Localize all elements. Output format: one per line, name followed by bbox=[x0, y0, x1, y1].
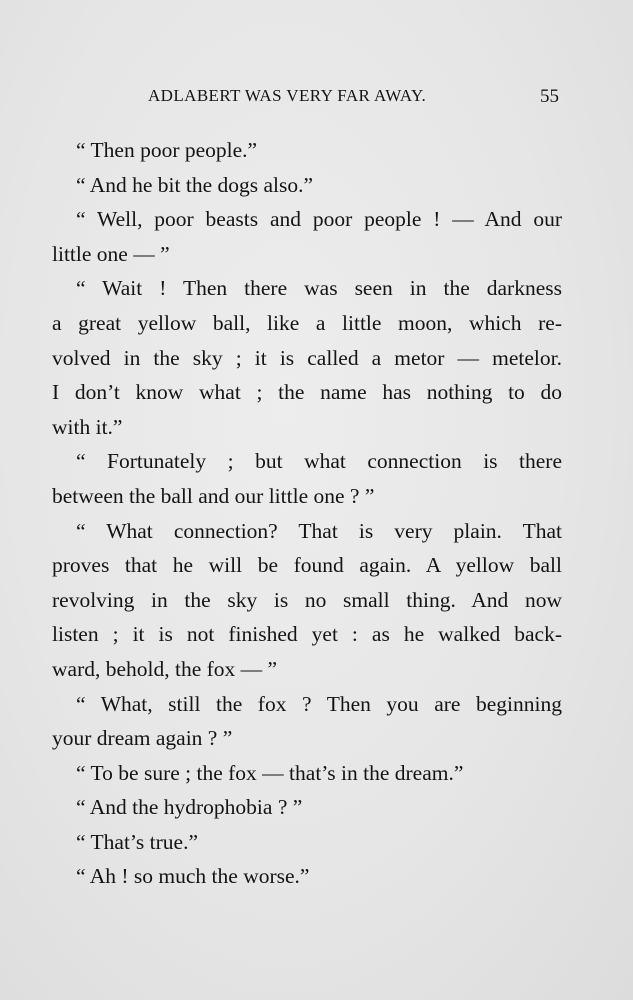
running-head: ADLABERT WAS VERY FAR AWAY. bbox=[148, 86, 427, 105]
text-line: ward, behold, the fox — ” bbox=[52, 656, 278, 681]
text-line: “ Well, poor beasts and poor people ! — And our bbox=[76, 207, 562, 232]
text-line: with it.” bbox=[52, 414, 123, 439]
page-number: 55 bbox=[540, 86, 559, 107]
text-line: little one — ” bbox=[52, 241, 170, 266]
text-line: “ Ah ! so much the worse.” bbox=[76, 864, 310, 889]
text-line: volved in the sky ; it is called a metor — metelor. bbox=[52, 345, 562, 370]
text-line: “ That’s true.” bbox=[76, 829, 198, 854]
text-line: revolving in the sky is no small thing. And now bbox=[52, 587, 562, 612]
text-line: your dream again ? ” bbox=[52, 726, 233, 751]
text-line: I don’t know what ; the name has nothing to do bbox=[52, 380, 562, 405]
text-line: “ What, still the fox ? Then you are beginning bbox=[76, 691, 562, 716]
text-line: “ To be sure ; the fox — that’s in the dream.” bbox=[76, 760, 464, 785]
text-line: “ Wait ! Then there was seen in the darkness bbox=[76, 276, 562, 301]
text-line: between the ball and our little one ? ” bbox=[52, 483, 375, 508]
text-line: “ And the hydrophobia ? ” bbox=[76, 795, 303, 820]
body-text bbox=[52, 133, 562, 894]
text-line: a great yellow ball, like a little moon, which re- bbox=[52, 310, 562, 335]
text-line: listen ; it is not finished yet : as he walked back- bbox=[52, 622, 562, 647]
text-line: “ What connection? That is very plain. That bbox=[76, 518, 562, 543]
text-line: “ And he bit the dogs also.” bbox=[76, 172, 314, 197]
text-line: “ Fortunately ; but what connection is there bbox=[76, 449, 562, 474]
text-line: proves that he will be found again. A yellow ball bbox=[52, 553, 562, 578]
text-line: “ Then poor people.” bbox=[76, 138, 258, 162]
